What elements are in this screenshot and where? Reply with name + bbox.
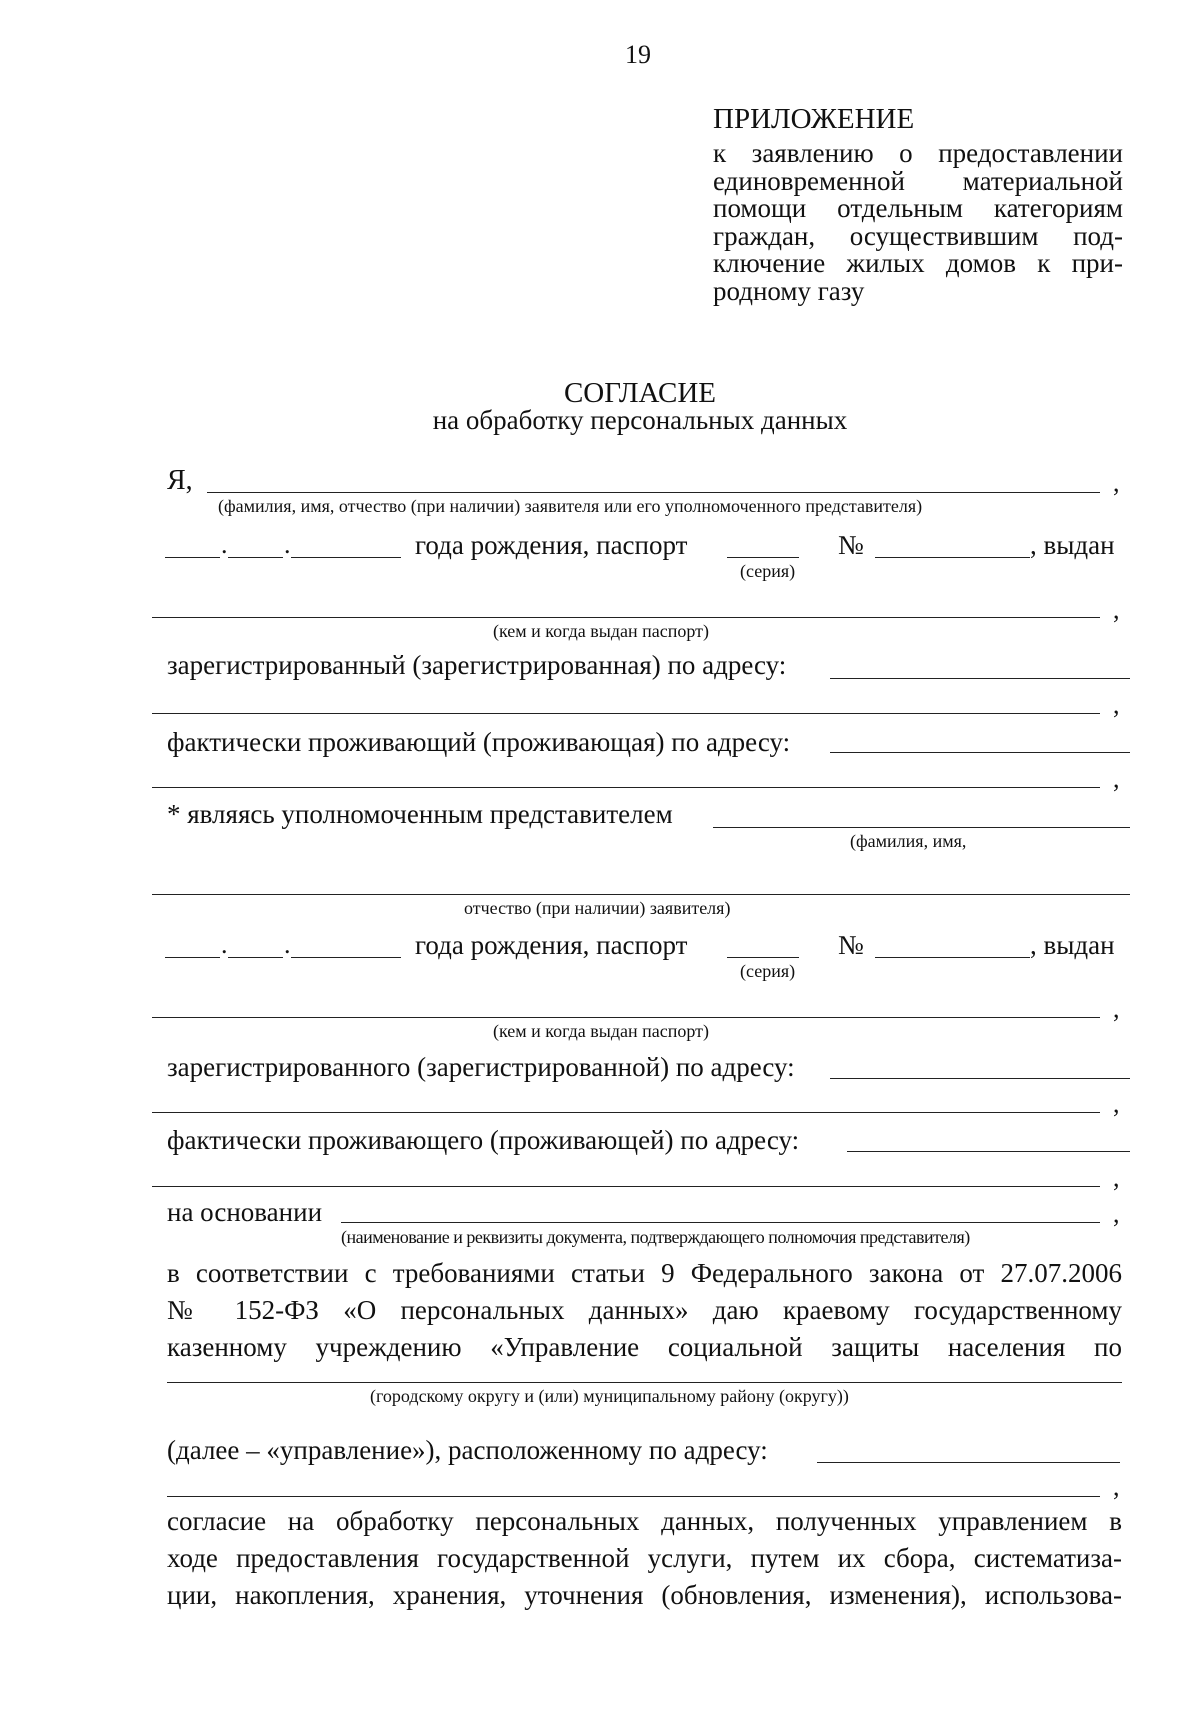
- rep-hint-2: отчество (при наличии) заявителя): [464, 898, 731, 918]
- comma: ,: [1113, 1199, 1120, 1228]
- birth-month-field[interactable]: [228, 557, 283, 558]
- issued-hint: (кем и когда выдан паспорт): [493, 621, 710, 641]
- registered-label-2: зарегистрированного (зарегистрированной) по адресу:: [167, 1052, 795, 1082]
- appendix-text: [713, 140, 1123, 305]
- comma: ,: [1113, 764, 1120, 793]
- birth-day-field-2[interactable]: [165, 957, 220, 958]
- comma: ,: [1113, 468, 1120, 497]
- fio-field[interactable]: [207, 492, 1100, 493]
- date-dot: .: [221, 530, 228, 559]
- issued-hint-2: (кем и когда выдан паспорт): [493, 1021, 710, 1041]
- paragraph-line: ходе предоставления государственной услуги, путем их сбора, систематиза-: [167, 1543, 1122, 1573]
- registered-address-field-4[interactable]: [152, 1112, 1100, 1113]
- consent-paragraph-2: [167, 1503, 1122, 1614]
- basis-field[interactable]: [341, 1222, 1100, 1223]
- address-label: (далее – «управление»), расположенному по адресу:: [167, 1435, 768, 1465]
- actual-label-2: фактически проживающего (проживающей) по адресу:: [167, 1125, 800, 1155]
- date-dot: .: [284, 930, 291, 959]
- i-label: Я,: [167, 465, 193, 496]
- office-address-field[interactable]: [817, 1462, 1120, 1463]
- appendix-line: граждан, осуществившим под-: [713, 220, 1123, 251]
- representative-name-field-2[interactable]: [152, 894, 1130, 895]
- birth-passport-label-2: года рождения, паспорт: [415, 930, 688, 960]
- paragraph-line: в соответствии с требованиями статьи 9 Федерального закона от 27.07.2006: [167, 1258, 1122, 1288]
- passport-series-field-2[interactable]: [727, 957, 799, 958]
- office-address-field-2[interactable]: [167, 1496, 1100, 1497]
- issued-by-field-2[interactable]: [152, 1017, 1100, 1018]
- date-dot: .: [221, 930, 228, 959]
- paragraph-line: № 152-ФЗ «О персональных данных» даю краевому государственному: [167, 1295, 1122, 1325]
- passport-number-field-2[interactable]: [875, 957, 1030, 958]
- paragraph-line: ции, накопления, хранения, уточнения (обновления, изменения), использова-: [167, 1580, 1122, 1610]
- basis-label: на основании: [167, 1197, 323, 1227]
- actual-address-field-4[interactable]: [152, 1186, 1100, 1187]
- district-hint: (городскому округу и (или) муниципальному району (округу)): [370, 1386, 849, 1406]
- birth-day-field[interactable]: [165, 557, 220, 558]
- issued-by-field[interactable]: [152, 617, 1100, 618]
- comma: ,: [1113, 595, 1120, 624]
- birth-year-field-2[interactable]: [291, 957, 401, 958]
- number-sign: №: [838, 530, 864, 560]
- birth-passport-label: года рождения, паспорт: [415, 530, 688, 560]
- comma: ,: [1113, 1472, 1120, 1501]
- comma: ,: [1113, 1163, 1120, 1192]
- series-hint-2: (серия): [740, 961, 796, 981]
- representative-label: * являясь уполномоченным представителем: [167, 799, 673, 829]
- appendix-title: ПРИЛОЖЕНИЕ: [713, 103, 915, 135]
- appendix-line: помощи отдельным категориям: [713, 193, 1123, 223]
- registered-address-field-3[interactable]: [830, 1078, 1130, 1079]
- issued-label-2: , выдан: [1030, 930, 1115, 960]
- comma: ,: [1113, 690, 1120, 719]
- birth-month-field-2[interactable]: [228, 957, 283, 958]
- appendix-line: к заявлению о предоставлении: [713, 138, 1123, 168]
- birth-year-field[interactable]: [291, 557, 401, 558]
- appendix-line: родному газу: [713, 275, 865, 306]
- appendix-line: единовременной материальной: [713, 165, 1123, 196]
- comma: ,: [1113, 994, 1120, 1023]
- consent-title: СОГЛАСИЕ: [563, 377, 717, 409]
- comma: ,: [1113, 1089, 1120, 1118]
- representative-name-field[interactable]: [713, 827, 1130, 828]
- registered-label: зарегистрированный (зарегистрированная) по адресу:: [167, 650, 787, 680]
- district-field[interactable]: [167, 1382, 1122, 1383]
- actual-label: фактически проживающий (проживающая) по адресу:: [167, 727, 791, 757]
- fio-hint: (фамилия, имя, отчество (при наличии) заявителя или его уполномоченного представителя): [218, 496, 923, 516]
- basis-hint: (наименование и реквизиты документа, подтверждающего полномочия представителя): [341, 1227, 970, 1247]
- series-hint: (серия): [740, 561, 796, 581]
- registered-address-field[interactable]: [830, 678, 1130, 679]
- number-sign-2: №: [838, 930, 864, 960]
- rep-hint-1: (фамилия, имя,: [850, 831, 967, 851]
- consent-paragraph-1: [167, 1255, 1122, 1366]
- paragraph-line: согласие на обработку персональных данных, полученных управлением в: [167, 1506, 1122, 1536]
- page-number: 19: [625, 40, 651, 69]
- actual-address-field-3[interactable]: [847, 1151, 1130, 1152]
- date-dot: .: [284, 530, 291, 559]
- actual-address-field-2[interactable]: [152, 787, 1100, 788]
- consent-subtitle: на обработку персональных данных: [432, 405, 848, 435]
- passport-series-field[interactable]: [727, 557, 799, 558]
- actual-address-field[interactable]: [830, 752, 1130, 753]
- paragraph-line: казенному учреждению «Управление социальной защиты населения по: [167, 1332, 1122, 1362]
- issued-label: , выдан: [1030, 530, 1115, 560]
- appendix-line: ключение жилых домов к при-: [713, 248, 1123, 278]
- passport-number-field[interactable]: [875, 557, 1030, 558]
- registered-address-field-2[interactable]: [152, 713, 1100, 714]
